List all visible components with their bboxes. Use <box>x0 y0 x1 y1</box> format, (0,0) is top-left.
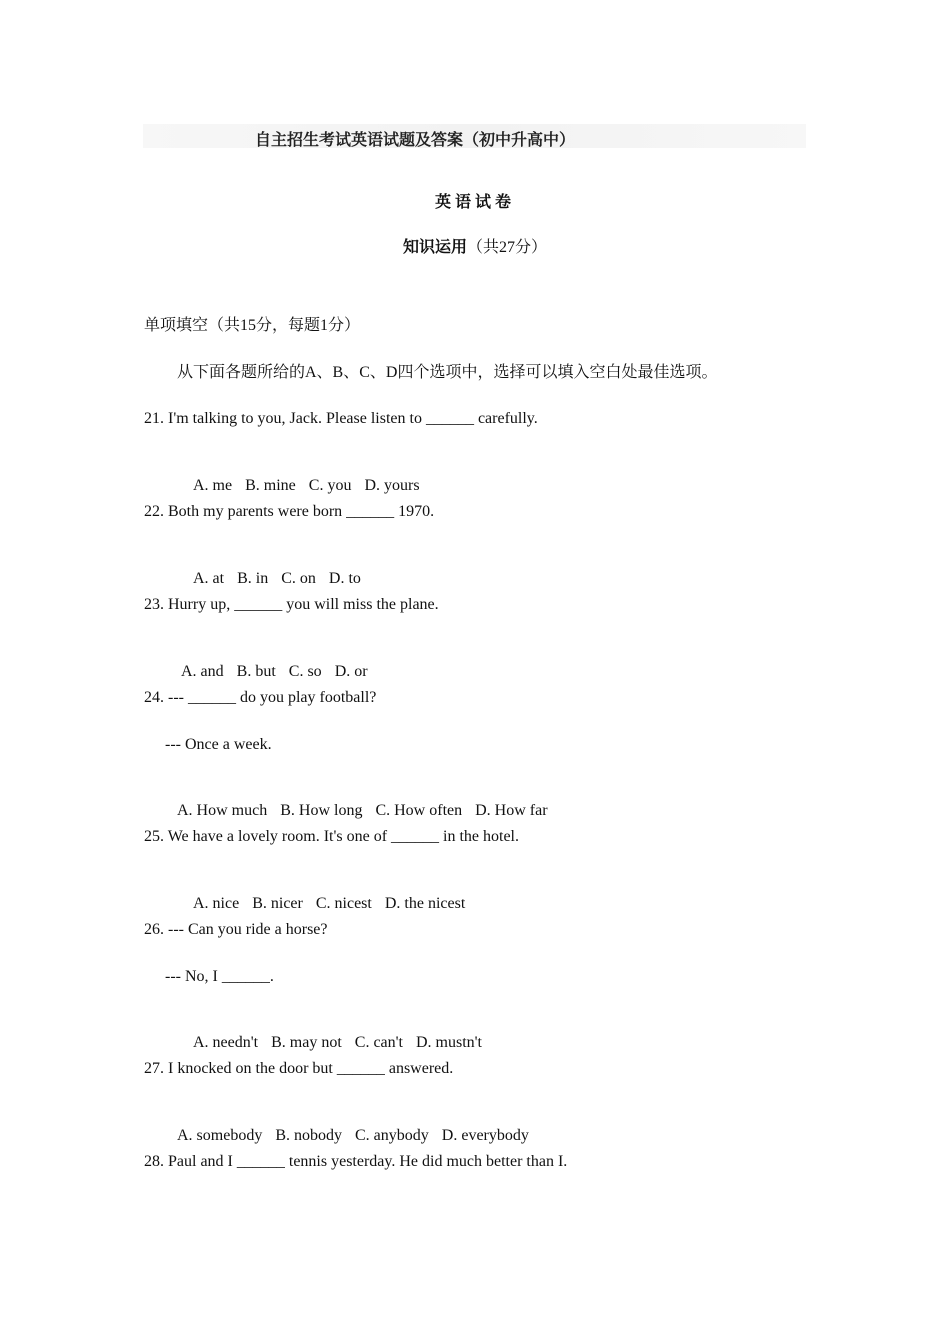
option: C. nicest <box>315 895 372 912</box>
question-stem: 27. I knocked on the door but ______ answered. <box>144 1060 454 1077</box>
question-stem: 21. I'm talking to you, Jack. Please listen to ______ carefully. <box>144 410 538 427</box>
question-stem: 25. We have a lovely room. It's one of ______ in the hotel. <box>144 828 519 845</box>
option: A. somebody <box>177 1127 263 1144</box>
option: D. everybody <box>441 1127 529 1144</box>
option: B. mine <box>245 477 296 494</box>
option: B. How long <box>280 802 363 819</box>
option: D. How far <box>475 802 548 819</box>
question-stem: 26. --- Can you ride a horse? <box>144 921 328 938</box>
option: D. yours <box>364 477 420 494</box>
section-title <box>0 234 950 257</box>
option: B. but <box>236 663 276 680</box>
document-title: 自主招生考试英语试题及答案（初中升高中） <box>255 130 576 149</box>
option: B. in <box>237 570 269 587</box>
option: D. to <box>328 570 361 587</box>
option: C. you <box>308 477 352 494</box>
question-stem: 24. --- ______ do you play football? <box>144 689 377 706</box>
option: C. can't <box>354 1034 403 1051</box>
option: C. How often <box>375 802 463 819</box>
option: B. may not <box>271 1034 342 1051</box>
question-reply: --- Once a week. <box>165 736 272 753</box>
option: D. mustn't <box>415 1034 482 1051</box>
section-title-main: 知识运用 <box>402 237 467 256</box>
option: B. nobody <box>275 1127 342 1144</box>
exam-title: 英语试卷 <box>434 192 515 211</box>
option: B. nicer <box>252 895 303 912</box>
option: C. on <box>281 570 316 587</box>
option: D. the nicest <box>384 895 466 912</box>
part-instruction: 从下面各题所给的A、B、C、D四个选项中，选择可以填入空白处最佳选项。 <box>177 364 718 381</box>
question-stem: 23. Hurry up, ______ you will miss the plane. <box>144 596 439 613</box>
option: C. anybody <box>355 1127 429 1144</box>
question-stem: 28. Paul and I ______ tennis yesterday. He did much better than I. <box>144 1153 568 1170</box>
question-reply: --- No, I ______. <box>165 968 274 985</box>
option: A. and <box>181 663 224 680</box>
option: A. me <box>193 477 233 494</box>
part-title: 单项填空（共15分，每题1分） <box>144 317 361 334</box>
option: A. How much <box>177 802 268 819</box>
option: A. nice <box>193 895 240 912</box>
option: D. or <box>334 663 368 680</box>
option: A. at <box>193 570 225 587</box>
option: A. needn't <box>193 1034 259 1051</box>
question-stem: 22. Both my parents were born ______ 1970. <box>144 503 435 520</box>
section-title-note: （共27分） <box>467 239 548 256</box>
option: C. so <box>288 663 322 680</box>
